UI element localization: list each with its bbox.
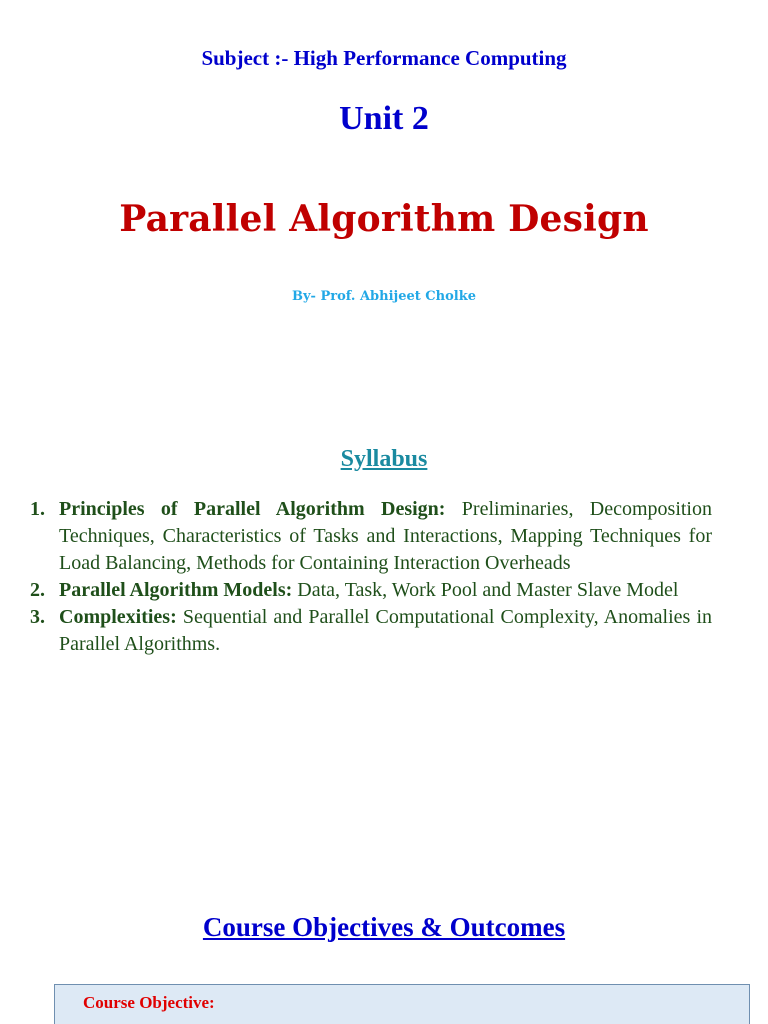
list-number: 1. bbox=[30, 498, 45, 520]
syllabus-item-text: Data, Task, Work Pool and Master Slave Model bbox=[292, 579, 679, 601]
syllabus-item-lead: Principles of Parallel Algorithm Design: bbox=[59, 498, 446, 520]
syllabus-item bbox=[30, 604, 712, 658]
subject-line: Subject :- High Performance Computing bbox=[201, 46, 567, 70]
author-byline: By- Prof. Abhijeet Cholke bbox=[292, 289, 476, 304]
syllabus-heading: Syllabus bbox=[340, 446, 428, 472]
unit-number: Unit 2 bbox=[339, 100, 429, 137]
syllabus-list bbox=[30, 496, 712, 658]
course-objective-box bbox=[54, 984, 750, 1024]
course-objective-label: Course Objective: bbox=[83, 993, 215, 1012]
syllabus-item-text: Sequential and Parallel Computational Complexity, Anomalies in Parallel Algorithms. bbox=[59, 606, 712, 655]
syllabus-item-lead: Complexities: bbox=[59, 606, 177, 628]
syllabus-item-text: Preliminaries, Decomposition Techniques, Characteristics of Tasks and Interactions, Mapping Techniques for Load Balancing, Methods for Containing Interaction Overheads bbox=[59, 498, 712, 574]
syllabus-item bbox=[30, 577, 712, 604]
syllabus-item-lead: Parallel Algorithm Models: bbox=[59, 579, 293, 601]
syllabus-item bbox=[30, 496, 712, 577]
list-number: 2. bbox=[30, 579, 45, 601]
objectives-heading: Course Objectives & Outcomes bbox=[202, 912, 566, 942]
page-title: Parallel Algorithm Design bbox=[119, 198, 649, 240]
list-number: 3. bbox=[30, 606, 45, 628]
